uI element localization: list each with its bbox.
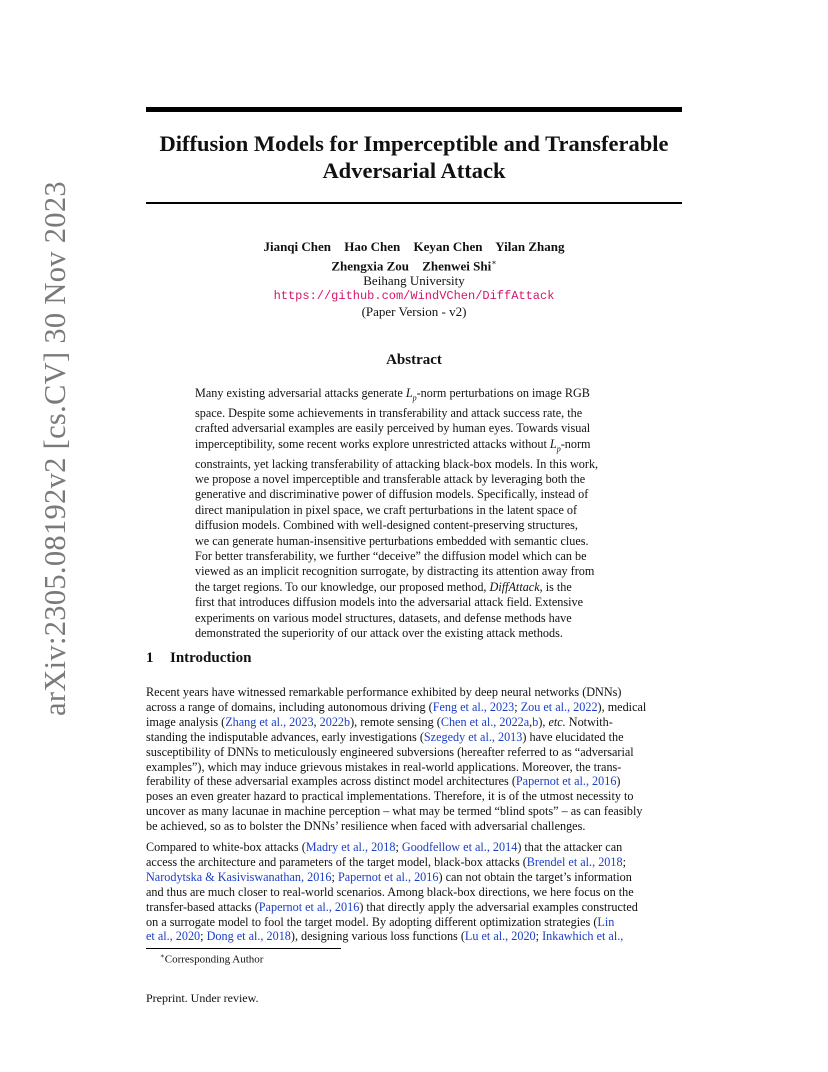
paragraph-2 [146, 840, 682, 944]
text-run: ), designing various loss functions ( [290, 929, 465, 944]
abstract-line: we can generate human-insensitive perturbations embedded with semantic clues. [195, 533, 589, 548]
text-run: and thus are much closer to real-world scenarios. Among black-box directions, we here focus on the [146, 884, 634, 899]
citation-link[interactable]: Feng et al., 2023 [432, 699, 515, 714]
author-name: Hao Chen [344, 239, 401, 254]
citation-link[interactable]: Narodytska & Kasiviswanathan, 2016 [146, 869, 332, 884]
citation-link[interactable]: et al., 2020 [146, 929, 201, 944]
citation-link[interactable]: Papernot et al., 2016 [337, 869, 439, 884]
text-run: ) have elucidated the [522, 729, 624, 744]
text-line [146, 700, 682, 715]
text-run: ; [622, 854, 626, 869]
abstract-line: first that introduces diffusion models into the adversarial attack field. Extensive [195, 595, 583, 610]
text-run: ; [535, 929, 543, 944]
abstract-line: demonstrated the superiority of our attack over the existing attack methods. [195, 625, 563, 640]
citation-link[interactable]: Madry et al., 2018 [305, 840, 396, 854]
title-line-2: Adversarial Attack [322, 158, 506, 183]
citation-link[interactable]: Lu et al., 2020 [464, 929, 536, 944]
text-line [146, 870, 682, 885]
abstract-line: Many existing adversarial attacks generate $L_p$-norm perturbations on image RGB [195, 386, 590, 403]
footnote [160, 952, 263, 966]
text-run: ), etc. Notwith- [538, 714, 613, 729]
text-run: ) can not obtain the target’s information [438, 869, 632, 884]
footnote-mark: ∗ [160, 952, 165, 960]
citation-link[interactable]: Lin [597, 914, 615, 929]
text-line [146, 900, 682, 915]
abstract-line: viewed as an implicit recognition surrogate, by distracting its attention away from [195, 564, 595, 579]
github-link[interactable]: https://github.com/WindVChen/DiffAttack [273, 288, 555, 303]
text-line [146, 840, 682, 855]
text-line [146, 760, 682, 775]
text-run: Compared to white-box attacks ( [146, 840, 306, 854]
section-title: Introduction [170, 650, 252, 666]
text-run: susceptibility of DNNs to meticulously engineered subversions (hereafter referred to as “adversarial [146, 744, 634, 759]
section-number: 1 [146, 650, 154, 666]
text-line [146, 819, 682, 834]
text-run: ) that the attacker can [517, 840, 623, 854]
text-run: ferability of these adversarial examples across distinct model architectures ( [146, 774, 516, 789]
author-block [146, 239, 682, 320]
text-line [146, 715, 682, 730]
text-run: ), medical [597, 699, 647, 714]
title-line-1: Diffusion Models for Imperceptible and Transferable [159, 131, 669, 156]
abstract-line: the target regions. To our knowledge, our proposed method, DiffAttack, is the [195, 579, 572, 594]
author-name: Keyan Chen [413, 239, 483, 254]
text-run: ) [616, 774, 621, 789]
paragraph-1 [146, 685, 682, 834]
text-run: ; [200, 929, 207, 944]
abstract-line: constraints, yet lacking transferability of attacking black-box models. In this work, [195, 456, 599, 471]
text-run: examples”), which may induce grievous mistakes in real-world applications. Moreover, the trans- [146, 759, 622, 774]
text-run: access the architecture and parameters of the target model, black-box attacks ( [146, 854, 527, 869]
affiliation: Beihang University [363, 273, 465, 289]
text-line [146, 885, 682, 900]
citation-link[interactable]: Chen et al., 2022a [440, 714, 530, 729]
citation-link[interactable]: 2022b [319, 714, 351, 729]
author-name: Zhengxia Zou [331, 257, 409, 273]
text-run: image analysis ( [146, 714, 226, 729]
text-line [146, 855, 682, 870]
text-line [146, 745, 682, 760]
abstract-line: space. Despite some achievements in transferability and attack success rate, the [195, 405, 583, 420]
text-run: ; [395, 840, 402, 854]
text-run: uncover as many lacunae in machine perception – what may be termed “blind spots” – as can feasibly [146, 804, 643, 819]
abstract-line: imperceptibility, some recent works explore unrestricted attacks without $L_p$-norm [195, 436, 591, 454]
preprint-notice: Preprint. Under review. [146, 991, 259, 1005]
section-heading [146, 650, 251, 667]
text-run: ), remote sensing ( [350, 714, 441, 729]
title-bottom-rule [146, 202, 682, 204]
text-run: on a surrogate model to fool the target model. By adopting different optimization strategies ( [146, 914, 598, 929]
text-line [146, 929, 682, 944]
text-run: Recent years have witnessed remarkable performance exhibited by deep neural networks (DNNs) [146, 685, 622, 699]
abstract-body [195, 386, 633, 641]
abstract-line: For better transferability, we further “deceive” the diffusion model which can be [195, 548, 587, 563]
abstract-line: we propose a novel imperceptible and transferable attack by leveraging both the [195, 471, 586, 486]
citation-link[interactable]: Zhang et al., 2023 [225, 714, 314, 729]
abstract-line: crafted adversarial examples are easily perceived by human eyes. Towards visual [195, 421, 591, 436]
author-line-1 [146, 239, 682, 255]
citation-link[interactable]: Zou et al., 2022 [520, 699, 598, 714]
text-run: , [529, 714, 533, 729]
corresponding-author-mark: ∗ [491, 257, 497, 267]
abstract-line: diffusion models. Combined with well-designed content-preserving structures, [195, 518, 578, 533]
text-run: , [313, 714, 320, 729]
text-run: poses an even greater hazard to practical implementations. Therefore, it is of the utmost necessity to [146, 789, 634, 804]
author-name: Jianqi Chen [263, 239, 332, 254]
paper-version: (Paper Version - v2) [361, 304, 467, 320]
text-run: ; [514, 699, 521, 714]
arxiv-identifier: arXiv:2305.08192v2 [cs.CV] 30 Nov 2023 [38, 181, 72, 716]
text-line [146, 774, 682, 789]
text-line [146, 804, 682, 819]
text-run: standing the indisputable advances, early investigations ( [146, 729, 424, 744]
author-line-2 [146, 255, 682, 274]
text-run: be achieved, so as to bolster the DNNs’ resilience when faced with adversarial challenges. [146, 819, 586, 834]
paper-title [146, 130, 682, 184]
citation-link[interactable]: b [532, 714, 539, 729]
abstract-line: generative and discriminative power of diffusion models. Specifically, instead of [195, 487, 589, 502]
abstract-line: direct manipulation in pixel space, we craft perturbations in the latent space of [195, 502, 578, 517]
text-run: ; [331, 869, 338, 884]
footnote-rule [146, 948, 341, 949]
citation-link[interactable]: Goodfellow et al., 2014 [401, 840, 518, 854]
text-line [146, 915, 682, 930]
title-top-rule [146, 107, 682, 112]
citation-link[interactable]: Szegedy et al., 2013 [423, 729, 523, 744]
text-line [146, 789, 682, 804]
text-line [146, 730, 682, 745]
text-run: across a range of domains, including autonomous driving ( [146, 699, 433, 714]
citation-link[interactable]: Dong et al., 2018 [206, 929, 291, 944]
text-run: ) that directly apply the adversarial examples constructed [359, 899, 638, 914]
abstract-heading: Abstract [386, 352, 442, 368]
text-run: transfer-based attacks ( [146, 899, 259, 914]
citation-link[interactable]: Brendel et al., 2018 [526, 854, 623, 869]
citation-link[interactable]: Inkawhich et al., [542, 929, 624, 944]
text-line [146, 685, 682, 700]
author-name: Yilan Zhang [495, 239, 565, 254]
abstract-line: experiments on various model structures, datasets, and defense methods have [195, 610, 572, 625]
citation-link[interactable]: Papernot et al., 2016 [515, 774, 617, 789]
footnote-text: Corresponding Author [164, 953, 264, 966]
author-name: Zhenwei Shi [422, 257, 492, 273]
citation-link[interactable]: Papernot et al., 2016 [258, 899, 360, 914]
